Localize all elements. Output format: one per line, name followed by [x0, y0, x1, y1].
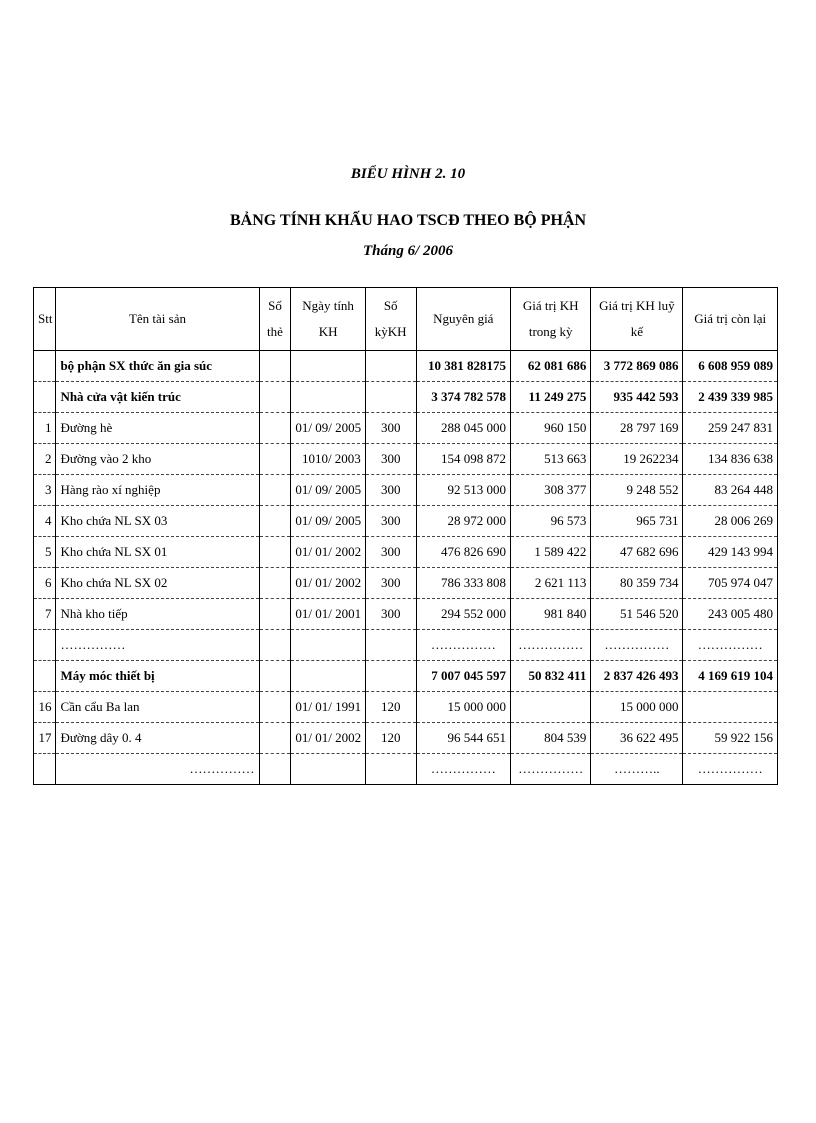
table-row	[34, 537, 778, 568]
cell-period	[365, 382, 416, 413]
cell-acc: 935 442 593	[591, 382, 683, 413]
cell-rem: 243 005 480	[683, 599, 778, 630]
table-row	[34, 413, 778, 444]
cell-acc: 36 622 495	[591, 723, 683, 754]
cell-card	[259, 692, 291, 723]
cell-period	[365, 630, 416, 661]
header-name: Tên tài sản	[56, 288, 259, 351]
cell-cost: 288 045 000	[416, 413, 510, 444]
cell-date	[291, 351, 365, 382]
cell-dep: 62 081 686	[511, 351, 591, 382]
cell-cost: 28 972 000	[416, 506, 510, 537]
table-row	[34, 754, 778, 785]
cell-rem: 429 143 994	[683, 537, 778, 568]
cell-name: Kho chứa NL SX 03	[56, 506, 259, 537]
cell-cost: 96 544 651	[416, 723, 510, 754]
cell-date	[291, 661, 365, 692]
cell-dep: 804 539	[511, 723, 591, 754]
cell-name: Cần cẩu Ba lan	[56, 692, 259, 723]
cell-card	[259, 599, 291, 630]
cell-cost: 476 826 690	[416, 537, 510, 568]
cell-name: Đường vào 2 kho	[56, 444, 259, 475]
table-row	[34, 723, 778, 754]
cell-cost: ……………	[416, 630, 510, 661]
cell-acc: 51 546 520	[591, 599, 683, 630]
cell-dep	[511, 692, 591, 723]
header-cost: Nguyên giá	[416, 288, 510, 351]
cell-acc: 965 731	[591, 506, 683, 537]
cell-rem: 4 169 619 104	[683, 661, 778, 692]
cell-cost: 3 374 782 578	[416, 382, 510, 413]
cell-date	[291, 382, 365, 413]
cell-date: 01/ 01/ 1991	[291, 692, 365, 723]
table-row	[34, 444, 778, 475]
cell-cost: ……………	[416, 754, 510, 785]
header-rem: Giá trị còn lại	[683, 288, 778, 351]
cell-card	[259, 630, 291, 661]
cell-acc: ………..	[591, 754, 683, 785]
cell-acc: 3 772 869 086	[591, 351, 683, 382]
cell-acc: 47 682 696	[591, 537, 683, 568]
cell-rem: 6 608 959 089	[683, 351, 778, 382]
cell-cost: 7 007 045 597	[416, 661, 510, 692]
cell-card	[259, 351, 291, 382]
header-card: Số thẻ	[259, 288, 291, 351]
cell-date	[291, 754, 365, 785]
cell-stt: 1	[34, 413, 56, 444]
header-period: Số kỳKH	[365, 288, 416, 351]
header-acc: Giá trị KH luỹ kế	[591, 288, 683, 351]
cell-card	[259, 506, 291, 537]
cell-name: Kho chứa NL SX 01	[56, 537, 259, 568]
table-row	[34, 661, 778, 692]
cell-rem: 134 836 638	[683, 444, 778, 475]
cell-period: 300	[365, 413, 416, 444]
cell-cost: 786 333 808	[416, 568, 510, 599]
cell-card	[259, 661, 291, 692]
cell-acc: 28 797 169	[591, 413, 683, 444]
cell-period	[365, 661, 416, 692]
cell-stt	[34, 382, 56, 413]
cell-name: Nhà cửa vật kiến trúc	[56, 382, 259, 413]
cell-card	[259, 723, 291, 754]
cell-stt: 2	[34, 444, 56, 475]
cell-date: 01/ 09/ 2005	[291, 506, 365, 537]
figure-caption: BIỂU HÌNH 2. 10	[350, 166, 466, 182]
header-stt: Stt	[34, 288, 56, 351]
cell-cost: 10 381 828175	[416, 351, 510, 382]
cell-acc: ……………	[591, 630, 683, 661]
cell-acc: 2 837 426 493	[591, 661, 683, 692]
cell-date	[291, 630, 365, 661]
table-row	[34, 599, 778, 630]
table-row	[34, 475, 778, 506]
cell-date: 01/ 01/ 2002	[291, 723, 365, 754]
cell-date: 01/ 01/ 2002	[291, 537, 365, 568]
cell-date: 01/ 09/ 2005	[291, 475, 365, 506]
cell-stt: 4	[34, 506, 56, 537]
cell-name: Máy móc thiết bị	[56, 661, 259, 692]
cell-date: 1010/ 2003	[291, 444, 365, 475]
cell-rem: ……………	[683, 630, 778, 661]
cell-acc: 80 359 734	[591, 568, 683, 599]
cell-dep: 11 249 275	[511, 382, 591, 413]
cell-name: ……………	[56, 630, 259, 661]
cell-period	[365, 351, 416, 382]
cell-dep: ……………	[511, 630, 591, 661]
cell-stt: 16	[34, 692, 56, 723]
cell-dep: 50 832 411	[511, 661, 591, 692]
cell-name: Nhà kho tiếp	[56, 599, 259, 630]
cell-card	[259, 475, 291, 506]
cell-dep: 1 589 422	[511, 537, 591, 568]
header-dep: Giá trị KH trong kỳ	[511, 288, 591, 351]
cell-stt: 7	[34, 599, 56, 630]
cell-rem: 83 264 448	[683, 475, 778, 506]
cell-rem: ……………	[683, 754, 778, 785]
cell-stt	[34, 630, 56, 661]
table-row	[34, 351, 778, 382]
cell-dep: 2 621 113	[511, 568, 591, 599]
cell-card	[259, 568, 291, 599]
cell-acc: 15 000 000	[591, 692, 683, 723]
cell-period: 120	[365, 692, 416, 723]
cell-dep: 96 573	[511, 506, 591, 537]
cell-dep: 308 377	[511, 475, 591, 506]
cell-acc: 9 248 552	[591, 475, 683, 506]
cell-period: 300	[365, 537, 416, 568]
cell-period: 300	[365, 506, 416, 537]
cell-card	[259, 754, 291, 785]
table-body	[34, 351, 778, 785]
cell-date: 01/ 01/ 2001	[291, 599, 365, 630]
cell-dep: 960 150	[511, 413, 591, 444]
cell-name: Hàng rào xí nghiệp	[56, 475, 259, 506]
cell-rem	[683, 692, 778, 723]
cell-period: 300	[365, 599, 416, 630]
cell-cost: 92 513 000	[416, 475, 510, 506]
cell-name: bộ phận SX thức ăn gia súc	[56, 351, 259, 382]
table-row	[34, 382, 778, 413]
cell-date: 01/ 09/ 2005	[291, 413, 365, 444]
cell-period	[365, 754, 416, 785]
cell-stt	[34, 351, 56, 382]
cell-cost: 154 098 872	[416, 444, 510, 475]
table-row	[34, 692, 778, 723]
cell-cost: 15 000 000	[416, 692, 510, 723]
cell-rem: 705 974 047	[683, 568, 778, 599]
table-row	[34, 506, 778, 537]
cell-period: 300	[365, 475, 416, 506]
cell-stt: 6	[34, 568, 56, 599]
cell-dep: 981 840	[511, 599, 591, 630]
cell-period: 300	[365, 568, 416, 599]
cell-card	[259, 413, 291, 444]
table-row	[34, 630, 778, 661]
cell-name: Kho chứa NL SX 02	[56, 568, 259, 599]
table-header-row	[34, 288, 778, 351]
cell-rem: 2 439 339 985	[683, 382, 778, 413]
cell-period: 300	[365, 444, 416, 475]
header-date: Ngày tính KH	[291, 288, 365, 351]
cell-card	[259, 537, 291, 568]
cell-dep: 513 663	[511, 444, 591, 475]
cell-rem: 28 006 269	[683, 506, 778, 537]
cell-period: 120	[365, 723, 416, 754]
cell-stt	[34, 754, 56, 785]
cell-stt: 17	[34, 723, 56, 754]
cell-date: 01/ 01/ 2002	[291, 568, 365, 599]
cell-name: Đường dây 0. 4	[56, 723, 259, 754]
cell-card	[259, 444, 291, 475]
cell-stt: 3	[34, 475, 56, 506]
cell-rem: 259 247 831	[683, 413, 778, 444]
cell-card	[259, 382, 291, 413]
page-title: BẢNG TÍNH KHẤU HAO TSCĐ THEO BỘ PHẬN	[229, 212, 587, 229]
cell-rem: 59 922 156	[683, 723, 778, 754]
table-row	[34, 568, 778, 599]
page-subtitle: Tháng 6/ 2006	[362, 243, 453, 259]
cell-name: ……………	[56, 754, 259, 785]
cell-stt	[34, 661, 56, 692]
cell-stt: 5	[34, 537, 56, 568]
cell-name: Đường hè	[56, 413, 259, 444]
cell-cost: 294 552 000	[416, 599, 510, 630]
cell-acc: 19 262234	[591, 444, 683, 475]
depreciation-table	[33, 287, 778, 785]
cell-dep: ……………	[511, 754, 591, 785]
